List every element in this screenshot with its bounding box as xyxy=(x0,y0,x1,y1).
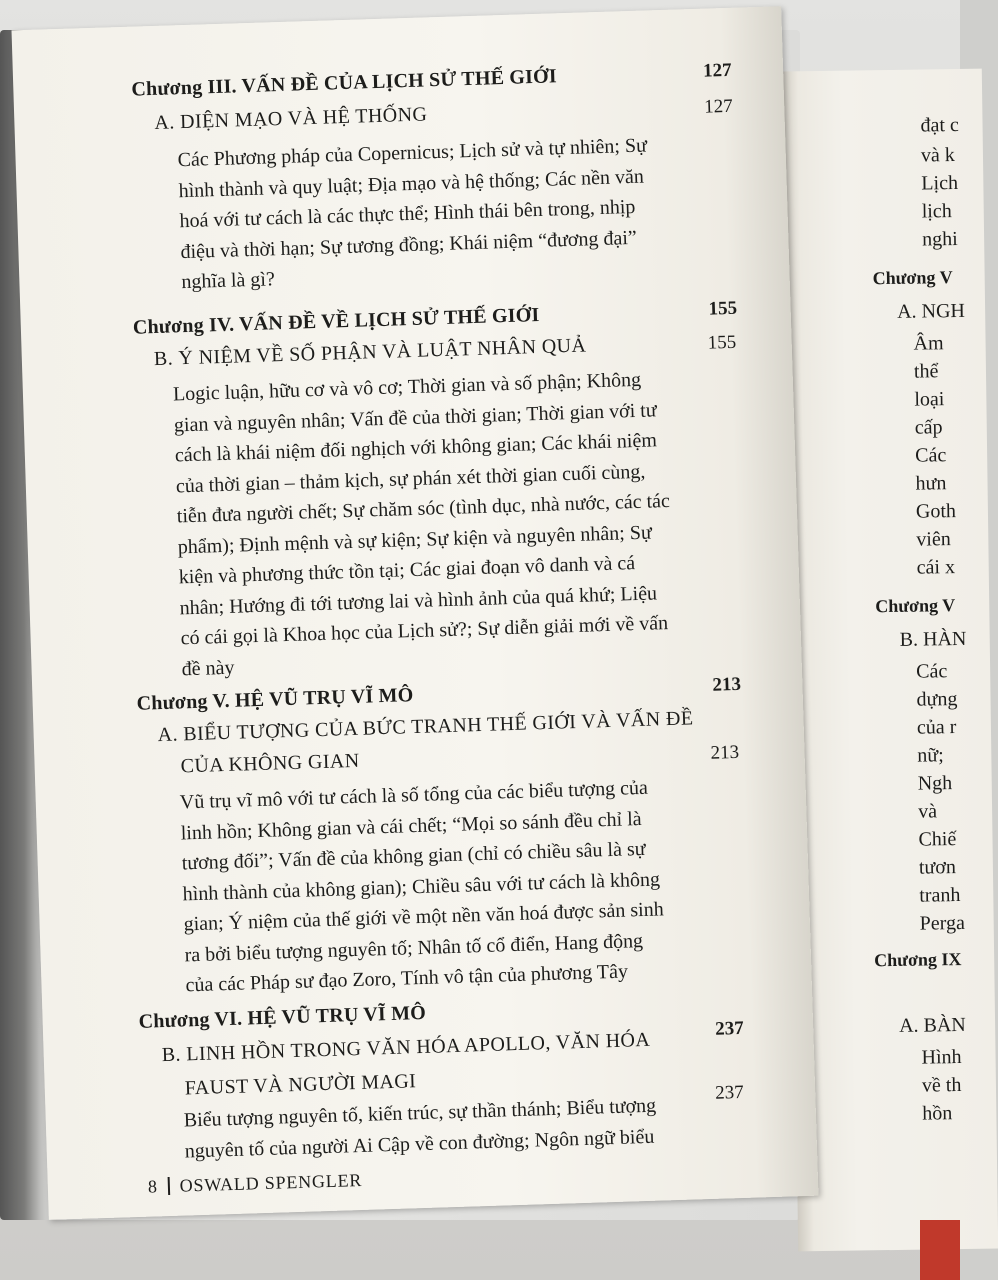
section-heading-line: A. BIỂU TƯỢNG CỦA BỨC TRANH THẾ GIỚI VÀ VẤN ĐỀ xyxy=(157,707,694,747)
right-fragment: và xyxy=(917,800,938,823)
summary-line: đề này xyxy=(181,656,235,680)
section-heading-line: B. LINH HỒN TRONG VĂN HÓA APOLLO, VĂN HÓA xyxy=(161,1028,651,1067)
right-fragment: loại xyxy=(914,388,945,411)
summary-line: nguyên tố của người Ai Cập về con đường; Ngôn ngữ biểu xyxy=(184,1125,655,1162)
summary-line: Các Phương pháp của Copernicus; Lịch sử và tự nhiên; Sự xyxy=(177,134,648,172)
section-heading: B. Ý NIỆM VỀ SỐ PHẬN VÀ LUẬT NHÂN QUẢ xyxy=(153,334,587,371)
summary-line: nghĩa là gì? xyxy=(181,268,276,294)
summary-line: hoá với tư cách là các thực thể; Hình thái bên trong, nhịp xyxy=(179,195,636,233)
section-page-number: 155 xyxy=(707,331,737,354)
page-number: 8 xyxy=(147,1176,159,1197)
summary-line: gian; Ý niệm của thế giới về một nền văn hoá được sản sinh xyxy=(183,898,664,936)
summary-line: tương đối”; Vấn đề của không gian (chỉ có chiều sâu là sự xyxy=(181,837,646,875)
right-chapter-heading: Chương V xyxy=(872,267,953,289)
chapter-page-number: 155 xyxy=(708,297,738,320)
right-fragment: Các xyxy=(914,444,947,467)
right-fragment: Hình xyxy=(921,1046,962,1069)
right-fragment: Ngh xyxy=(917,772,953,795)
chapter-page-number: 237 xyxy=(714,1017,745,1040)
right-fragment: đạt c xyxy=(920,113,960,137)
page-footer xyxy=(148,1170,363,1198)
right-fragment: Chiế xyxy=(918,828,957,851)
left-page xyxy=(12,6,819,1220)
right-fragment: Âm xyxy=(913,332,944,355)
section-heading-line: FAUST VÀ NGƯỜI MAGI xyxy=(184,1070,417,1100)
toc-content xyxy=(12,6,819,1220)
right-fragment: của r xyxy=(916,716,957,739)
summary-line: hình thành và quy luật; Địa mạo và hệ thống; Các nền văn xyxy=(178,165,645,202)
summary-line: của thời gian – thảm kịch, sự phán xét thời gian cuối cùng, xyxy=(175,460,646,497)
right-section-heading: A. NGH xyxy=(896,299,966,323)
section-summary xyxy=(173,364,687,685)
summary-line: cách là khái niệm đối nghịch với không gian; Các khái niệm xyxy=(174,429,658,467)
section-summary xyxy=(177,130,662,298)
section-page-number: 127 xyxy=(703,95,734,118)
right-fragment: về th xyxy=(921,1074,962,1097)
section-page-number: 213 xyxy=(710,741,740,764)
running-author: OSWALD SPENGLER xyxy=(179,1169,363,1196)
summary-line: Logic luận, hữu cơ và vô cơ; Thời gian và số phận; Không xyxy=(172,368,642,406)
right-fragment: nữ; xyxy=(917,744,944,767)
right-fragment: thể xyxy=(913,360,939,383)
right-fragment: tươn xyxy=(918,856,957,879)
right-chapter-heading: Chương IX xyxy=(874,949,962,971)
bookmark-ribbon xyxy=(920,1220,960,1280)
right-fragment: hưn xyxy=(915,472,947,495)
right-fragment: tranh xyxy=(919,884,961,907)
summary-line: của các Pháp sư đạo Zoro, Tính vô tận của phương Tây xyxy=(185,960,629,997)
summary-line: kiện và phương thức tồn tại; Các giai đoạn vô danh và cá xyxy=(178,552,636,589)
footer-divider xyxy=(167,1177,170,1195)
right-fragment: dựng xyxy=(916,688,958,711)
right-fragment: Các xyxy=(916,660,948,683)
summary-line: hình thành của không gian); Chiều sâu với tư cách là không xyxy=(182,867,661,905)
right-fragment: viên xyxy=(916,528,951,551)
chapter-page-number: 213 xyxy=(712,673,742,696)
right-fragment: lịch xyxy=(921,200,952,223)
summary-line: điệu và thời hạn; Sự tương đồng; Khái niệm “đương đại” xyxy=(180,226,638,263)
right-fragment: nghi xyxy=(921,228,958,251)
right-fragment: Goth xyxy=(915,500,957,523)
right-fragment: hồn xyxy=(922,1102,953,1125)
summary-line: nhân; Hướng đi tới tương lai và hình ảnh của quá khứ; Liệu xyxy=(179,581,658,619)
chapter-heading: Chương V. HỆ VŨ TRỤ VĨ MÔ xyxy=(136,684,414,715)
section-page-number: 237 xyxy=(714,1081,745,1104)
chapter-heading: Chương III. VẤN ĐỀ CỦA LỊCH SỬ THẾ GIỚI xyxy=(131,65,558,101)
right-fragment: cái x xyxy=(916,556,956,579)
summary-line: Biểu tượng nguyên tố, kiến trúc, sự thần thánh; Biểu tượng xyxy=(183,1094,657,1132)
summary-line: linh hồn; Không gian và cái chết; “Mọi so sánh đều chỉ là xyxy=(180,807,642,844)
summary-line: ra bởi biểu tượng nguyên tố; Nhân tố cổ điển, Hang động xyxy=(184,929,644,966)
summary-line: Vũ trụ vĩ mô với tư cách là số tổng của các biểu tượng của xyxy=(179,776,649,814)
section-summary xyxy=(179,772,683,1001)
right-chapter-heading: Chương V xyxy=(875,595,956,617)
summary-line: gian và nguyên nhân; Vấn đề của thời gian; Thời gian với tư xyxy=(173,398,657,436)
section-heading: A. DIỆN MẠO VÀ HỆ THỐNG xyxy=(154,103,428,134)
summary-line: phẩm); Định mệnh và sự kiện; Sự kiện và nguyên nhân; Sự xyxy=(177,521,653,558)
right-section-heading: B. HÀN xyxy=(899,627,967,651)
right-fragment: Lịch xyxy=(921,172,959,195)
chapter-heading: Chương VI. HỆ VŨ TRỤ VĨ MÔ xyxy=(138,1001,427,1033)
section-summary xyxy=(183,1090,685,1167)
right-fragment: cấp xyxy=(914,416,943,439)
summary-line: tiễn đưa người chết; Sự chăm sóc (tình dục, nhà nước, các tác xyxy=(176,489,671,528)
right-section-heading: A. BÀN xyxy=(898,1013,966,1037)
summary-line: có cái gọi là Khoa học của Lịch sử?; Sự diễn giải mới về vấn xyxy=(180,612,669,650)
right-fragment: và k xyxy=(920,144,956,167)
chapter-heading: Chương IV. VẤN ĐỀ VỀ LỊCH SỬ THẾ GIỚI xyxy=(132,303,540,339)
right-fragment: Perga xyxy=(919,911,966,935)
chapter-page-number: 127 xyxy=(702,59,732,82)
section-heading-line: CỦA KHÔNG GIAN xyxy=(180,749,360,778)
